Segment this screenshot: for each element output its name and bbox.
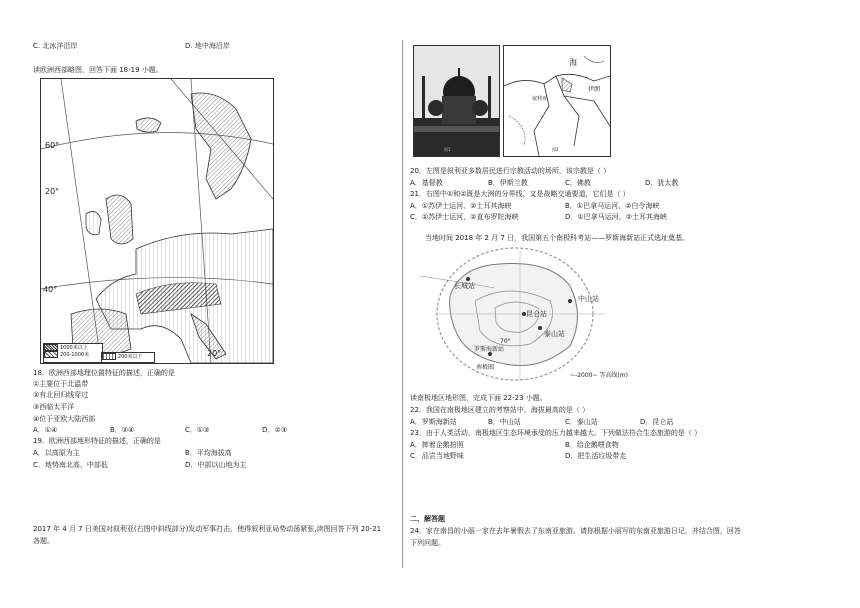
intro-22-23: 当地时间 2018 年 2 月 7 日，我国第五个南极科考站——罗斯海新站正式选址奠基。 <box>425 234 690 242</box>
q18-option-d: D．②③ <box>262 426 287 434</box>
q18-item-3: ③西临太平洋 <box>33 403 75 411</box>
q19-option-d: D．中部以山地为主 <box>185 461 247 469</box>
q18-item-2: ②有北回归线穿过 <box>33 391 89 399</box>
lat-label-20-upper: 20° <box>45 187 60 196</box>
q23-option-d: D．把生活垃圾带走 <box>565 452 627 460</box>
contour-note: ~-2000~ 等高线(m) <box>570 372 628 379</box>
legend-row-low <box>102 353 154 360</box>
legend-row-high <box>44 344 102 351</box>
intro-20-21-line1: 2017 年 4 月 7 日美国对叙利亚(右图中斜线部分)发动军事打击，使得叙利亚局势动荡紧张,读图回答下列 20-21 <box>33 525 382 533</box>
q24-line2: 下列问题。 <box>410 539 445 547</box>
station-taishan: 泰山站 <box>544 330 565 338</box>
intro-20-21-line2: 各题。 <box>33 537 54 545</box>
q21-option-c: C．①苏伊士运河、②直布罗陀海峡 <box>410 213 519 221</box>
europe-map-legend <box>43 343 103 363</box>
q18-option-c: C．①③ <box>185 426 210 434</box>
lat-70-label: 70° <box>500 338 511 345</box>
q22-option-a: A．罗斯海新站 <box>410 418 457 426</box>
legend-label-mid: 200-1000米 <box>60 351 90 358</box>
q20-option-c: C．佛教 <box>565 179 591 187</box>
mosque-photo <box>413 45 500 157</box>
q24-line1: 24．家在南昌的小丽一家在去年暑假去了东南亚旅游。请你根据小丽写的东南亚旅游日记，并结合图，回答 <box>410 527 741 535</box>
map-label-sea: 海 <box>569 58 577 67</box>
q18-item-4: ④位于亚欧大陆西部 <box>33 415 96 423</box>
q20-stem: 20．左图是叙利亚多数居民进行宗教活动的场所，该宗教是（ ） <box>410 167 611 175</box>
intro-18-19: 读欧洲西部略图，回答下面 18-19 小题。 <box>33 66 163 74</box>
station-ross-sea: 罗斯海新站 <box>474 346 505 353</box>
intro-22-23-b: 读南极地区地形图，完成下面 22-23 小题。 <box>410 394 547 402</box>
q17-option-d: D. 地中海沿岸 <box>185 42 230 50</box>
q20-option-b: B．伊斯兰教 <box>488 179 528 187</box>
photo-caption: 图1 <box>444 147 451 152</box>
q18-stem: 18．欧洲西部地理位置特征的描述，正确的是 <box>33 369 175 377</box>
legend-label-high: 1000米以上 <box>60 344 88 351</box>
q21-stem: 21．右图中①和②既是大洲的分界线，又是战略交通要道，它们是（ ） <box>410 190 630 198</box>
q23-option-c: C．品尝当地野味 <box>410 452 464 460</box>
legend-swatch-mid <box>44 351 58 358</box>
map-label-syria: 叙利亚 <box>532 96 548 102</box>
q17-option-c: C. 北冰洋沿岸 <box>33 42 78 50</box>
legend-swatch-high <box>44 344 58 351</box>
q19-option-b: B．平均海拔高 <box>185 449 232 457</box>
q21-option-d: D．①巴拿马运河、②土耳其海峡 <box>565 213 667 221</box>
station-zhongshan: 中山站 <box>578 295 599 303</box>
q23-option-b: B．给企鹅喂食物 <box>565 441 619 449</box>
station-changcheng: 长城站 <box>454 282 475 290</box>
map-label-iran: 伊朗 <box>588 86 601 93</box>
q20-option-d: D．犹太教 <box>645 179 679 187</box>
middle-east-map <box>503 45 611 157</box>
q18-item-1: ①主要位于北温带 <box>33 380 89 388</box>
europe-map <box>40 78 274 364</box>
legend-label-low: 200米以下 <box>118 353 143 360</box>
middle-east-map-graphic <box>504 46 610 156</box>
map-caption: 图2 <box>552 147 559 152</box>
q18-option-a: A．①④ <box>33 426 58 434</box>
antarctica-map <box>420 246 640 386</box>
lat-label-40: 40° <box>43 285 58 294</box>
antarctic-circle-label: 南极圈 <box>476 364 495 371</box>
station-kunlun: 昆仑站 <box>526 310 547 318</box>
column-divider <box>402 40 403 568</box>
section-title: 二、解答题 <box>410 515 445 523</box>
q18-option-b: B．②④ <box>110 426 135 434</box>
q22-option-d: D．昆仑站 <box>640 418 674 426</box>
q22-stem: 22．我国在南极地区建立的考察站中，海拔最高的是（ ） <box>410 406 590 414</box>
europe-map-graphic <box>41 79 273 363</box>
q23-stem: 23．由于人类活动，南极地区生态环境承受的压力越来越大。下列做法符合生态旅游的是（ ） <box>410 429 702 437</box>
q19-stem: 19．欧洲西部地形特征的描述，正确的是 <box>33 437 161 445</box>
legend-row-mid <box>44 351 102 358</box>
legend-swatch-low <box>102 353 116 360</box>
q19-option-a: A．以高原为主 <box>33 449 80 457</box>
europe-map-legend-low <box>101 352 155 363</box>
q22-option-c: C．泰山站 <box>565 418 598 426</box>
lat-label-60: 60° <box>45 141 60 150</box>
mosque-image <box>414 46 499 156</box>
q19-option-c: C．地势南北高、中部低 <box>33 461 108 469</box>
q22-option-b: B．中山站 <box>488 418 521 426</box>
q20-option-a: A．基督教 <box>410 179 443 187</box>
lon-label-20: 20° <box>207 349 222 358</box>
q21-option-a: A．①苏伊士运河、②土耳其海峡 <box>410 202 512 210</box>
q23-option-a: A．摔着企鹅拍照 <box>410 441 464 449</box>
q21-option-b: B．①巴拿马运河、②白令海峡 <box>565 202 660 210</box>
